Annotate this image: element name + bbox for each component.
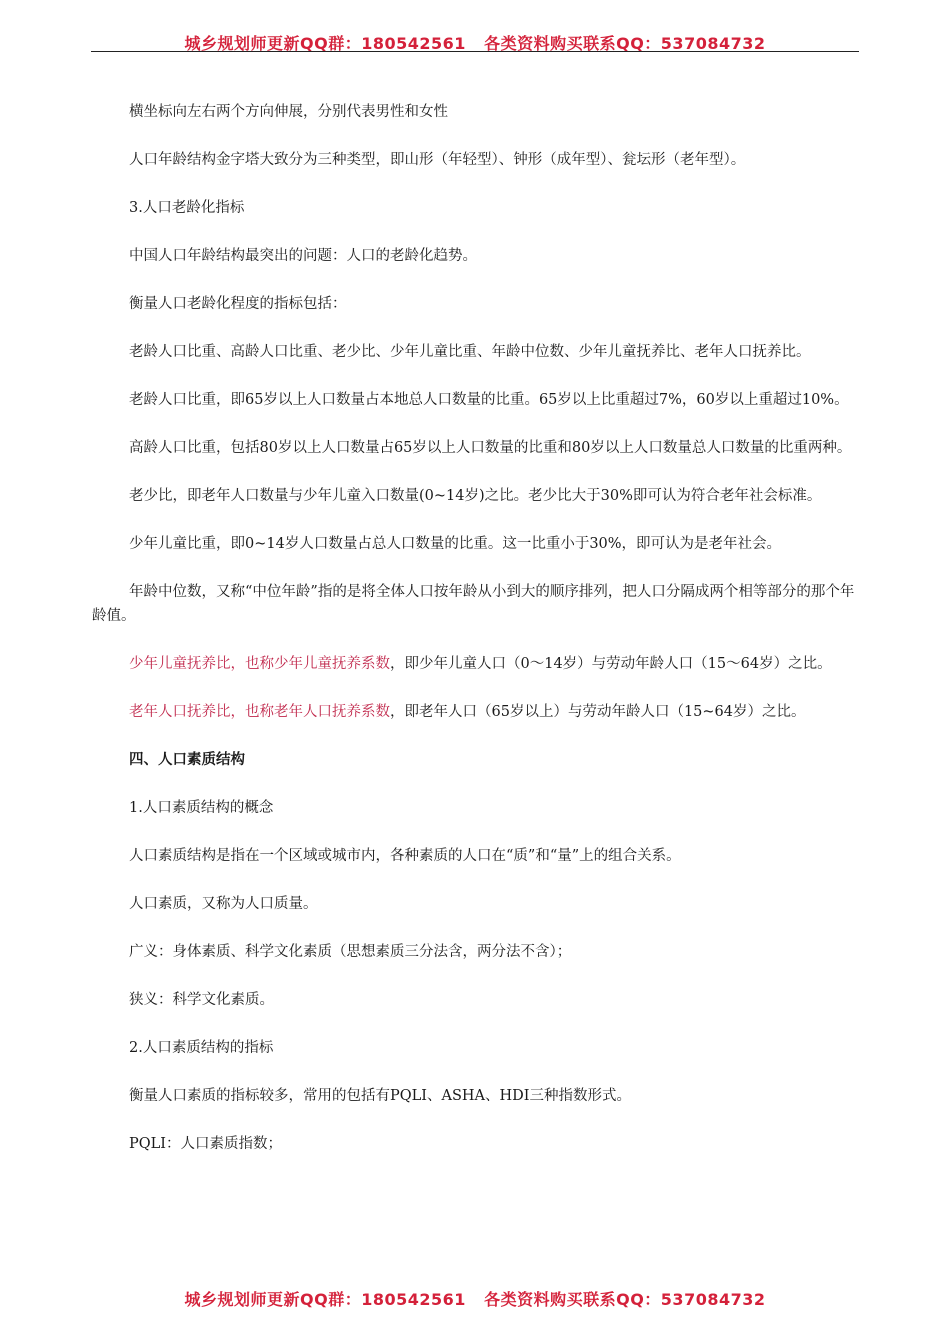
footer-banner: 城乡规划师更新QQ群：180542561 各类资料购买联系QQ：537084732 bbox=[184, 1290, 766, 1309]
document-body bbox=[92, 100, 862, 1156]
paragraph: 老龄人口比重，即65岁以上人口数量占本地总人口数量的比重。65岁以上比重超过7%，60岁以上重超过10%。 bbox=[129, 392, 849, 408]
paragraph: 老少比，即老年人口数量与少年儿童入口数量(0~14岁)之比。老少比大于30%即可认为符合老年社会标准。 bbox=[129, 488, 822, 504]
section-subheading: 3.人口老龄化指标 bbox=[129, 200, 245, 216]
paragraph: 人口素质结构是指在一个区域或城市内，各种素质的人口在“质”和“量”上的组合关系。 bbox=[129, 848, 681, 864]
section-subheading: 1.人口素质结构的概念 bbox=[129, 800, 274, 816]
header-rule bbox=[91, 51, 859, 52]
paragraph: 广义：身体素质、科学文化素质（思想素质三分法含，两分法不含）； bbox=[129, 944, 572, 960]
paragraph: 高龄人口比重，包括80岁以上人口数量占65岁以上人口数量的比重和80岁以上人口数量总人口数量的比重两种。 bbox=[129, 440, 852, 456]
highlighted-term: 老年人口抚养比，也称老年人口抚养系数 bbox=[129, 704, 390, 720]
paragraph: 人口素质，又称为人口质量。 bbox=[129, 896, 318, 912]
section-heading: 四、人口素质结构 bbox=[129, 751, 245, 768]
paragraph: 少年儿童比重，即0~14岁人口数量占总人口数量的比重。这一比重小于30%，即可认为是老年社会。 bbox=[129, 536, 782, 552]
paragraph: PQLI：人口素质指数； bbox=[129, 1136, 282, 1152]
paragraph: 人口年龄结构金字塔大致分为三种类型，即山形（年轻型）、钟形（成年型）、瓮坛形（老年型）。 bbox=[129, 152, 746, 168]
highlighted-term: 少年儿童抚养比，也称少年儿童抚养系数 bbox=[129, 656, 390, 672]
paragraph: 衡量人口老龄化程度的指标包括： bbox=[129, 296, 347, 312]
paragraph: 老龄人口比重、高龄人口比重、老少比、少年儿童比重、年龄中位数、少年儿童抚养比、老年人口抚养比。 bbox=[129, 344, 811, 360]
paragraph-text: ，即少年儿童人口（0～14岁）与劳动年龄人口（15～64岁）之比。 bbox=[390, 656, 832, 672]
paragraph: 年龄中位数，又称“中位年龄”指的是将全体人口按年龄从小到大的顺序排列，把人口分隔成两个相等部分的那个年龄值。 bbox=[92, 584, 855, 624]
paragraph: 中国人口年龄结构最突出的问题：人口的老龄化趋势。 bbox=[129, 248, 477, 264]
section-subheading: 2.人口素质结构的指标 bbox=[129, 1040, 274, 1056]
paragraph: 衡量人口素质的指标较多，常用的包括有PQLI、ASHA、HDI三种指数形式。 bbox=[129, 1088, 632, 1104]
paragraph: 横坐标向左右两个方向伸展，分别代表男性和女性 bbox=[129, 104, 448, 120]
paragraph-text: ，即老年人口（65岁以上）与劳动年龄人口（15~64岁）之比。 bbox=[390, 704, 806, 720]
paragraph bbox=[92, 700, 862, 724]
paragraph bbox=[92, 652, 862, 676]
header-banner: 城乡规划师更新QQ群：180542561 各类资料购买联系QQ：537084732 bbox=[184, 34, 766, 53]
paragraph: 狭义：科学文化素质。 bbox=[129, 992, 274, 1008]
